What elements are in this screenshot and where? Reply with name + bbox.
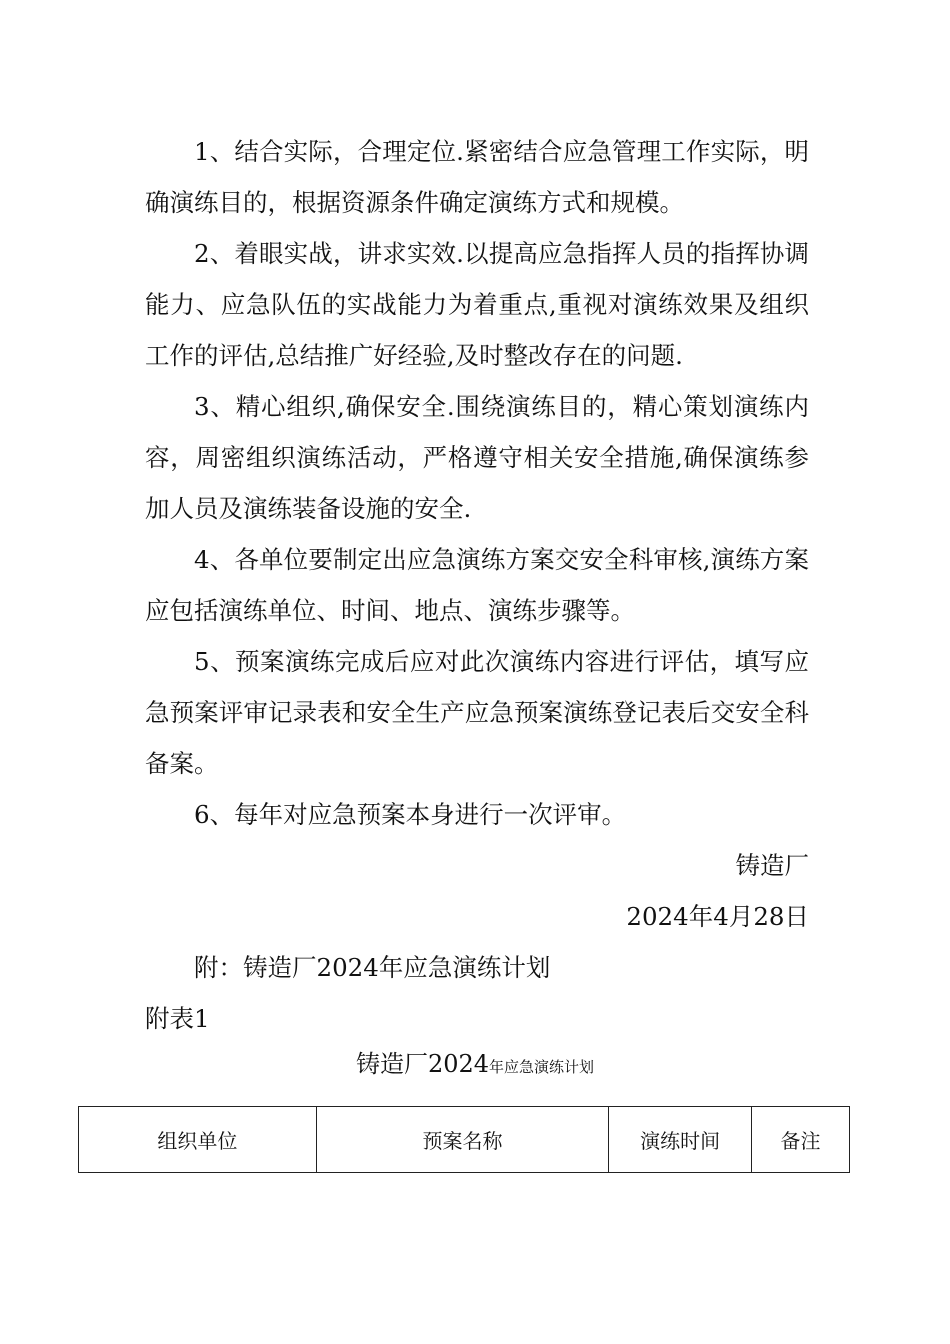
attachment-note: 附：铸造厂2024年应急演练计划	[194, 953, 551, 982]
header-organizer: 组织单位	[79, 1107, 317, 1173]
drill-plan-table	[78, 1106, 850, 1173]
header-plan-name: 预案名称	[316, 1107, 609, 1173]
header-remarks: 备注	[752, 1107, 850, 1173]
table-title	[0, 1044, 950, 1087]
document-body	[145, 126, 809, 1044]
signature-date: 2024年4月28日	[626, 902, 809, 931]
signature-org: 铸造厂	[735, 851, 809, 880]
table-title-main: 铸造厂2024	[355, 1050, 490, 1078]
paragraph-2: 2、着眼实战，讲求实效.以提高应急指挥人员的指挥协调能力、应急队伍的实战能力为着重点,重视对演练效果及组织工作的评估,总结推广好经验,及时整改存在的问题.	[145, 239, 809, 370]
paragraph-1: 1、结合实际，合理定位.紧密结合应急管理工作实际，明确演练目的，根据资源条件确定演练方式和规模。	[145, 137, 809, 217]
attachment-label: 附表1	[145, 1004, 210, 1033]
table-title-small: 年应急演练计划	[489, 1058, 595, 1076]
paragraph-5: 5、预案演练完成后应对此次演练内容进行评估，填写应急预案评审记录表和安全生产应急预案演练登记表后交安全科备案。	[145, 647, 809, 778]
paragraph-6: 6、每年对应急预案本身进行一次评审。	[194, 800, 627, 829]
paragraph-4: 4、各单位要制定出应急演练方案交安全科审核,演练方案应包括演练单位、时间、地点、演练步骤等。	[145, 545, 809, 625]
paragraph-3: 3、精心组织,确保安全.围绕演练目的，精心策划演练内容，周密组织演练活动，严格遵守相关安全措施,确保演练参加人员及演练装备设施的安全.	[145, 392, 809, 523]
table-header-row	[79, 1107, 850, 1173]
header-drill-time: 演练时间	[609, 1107, 752, 1173]
